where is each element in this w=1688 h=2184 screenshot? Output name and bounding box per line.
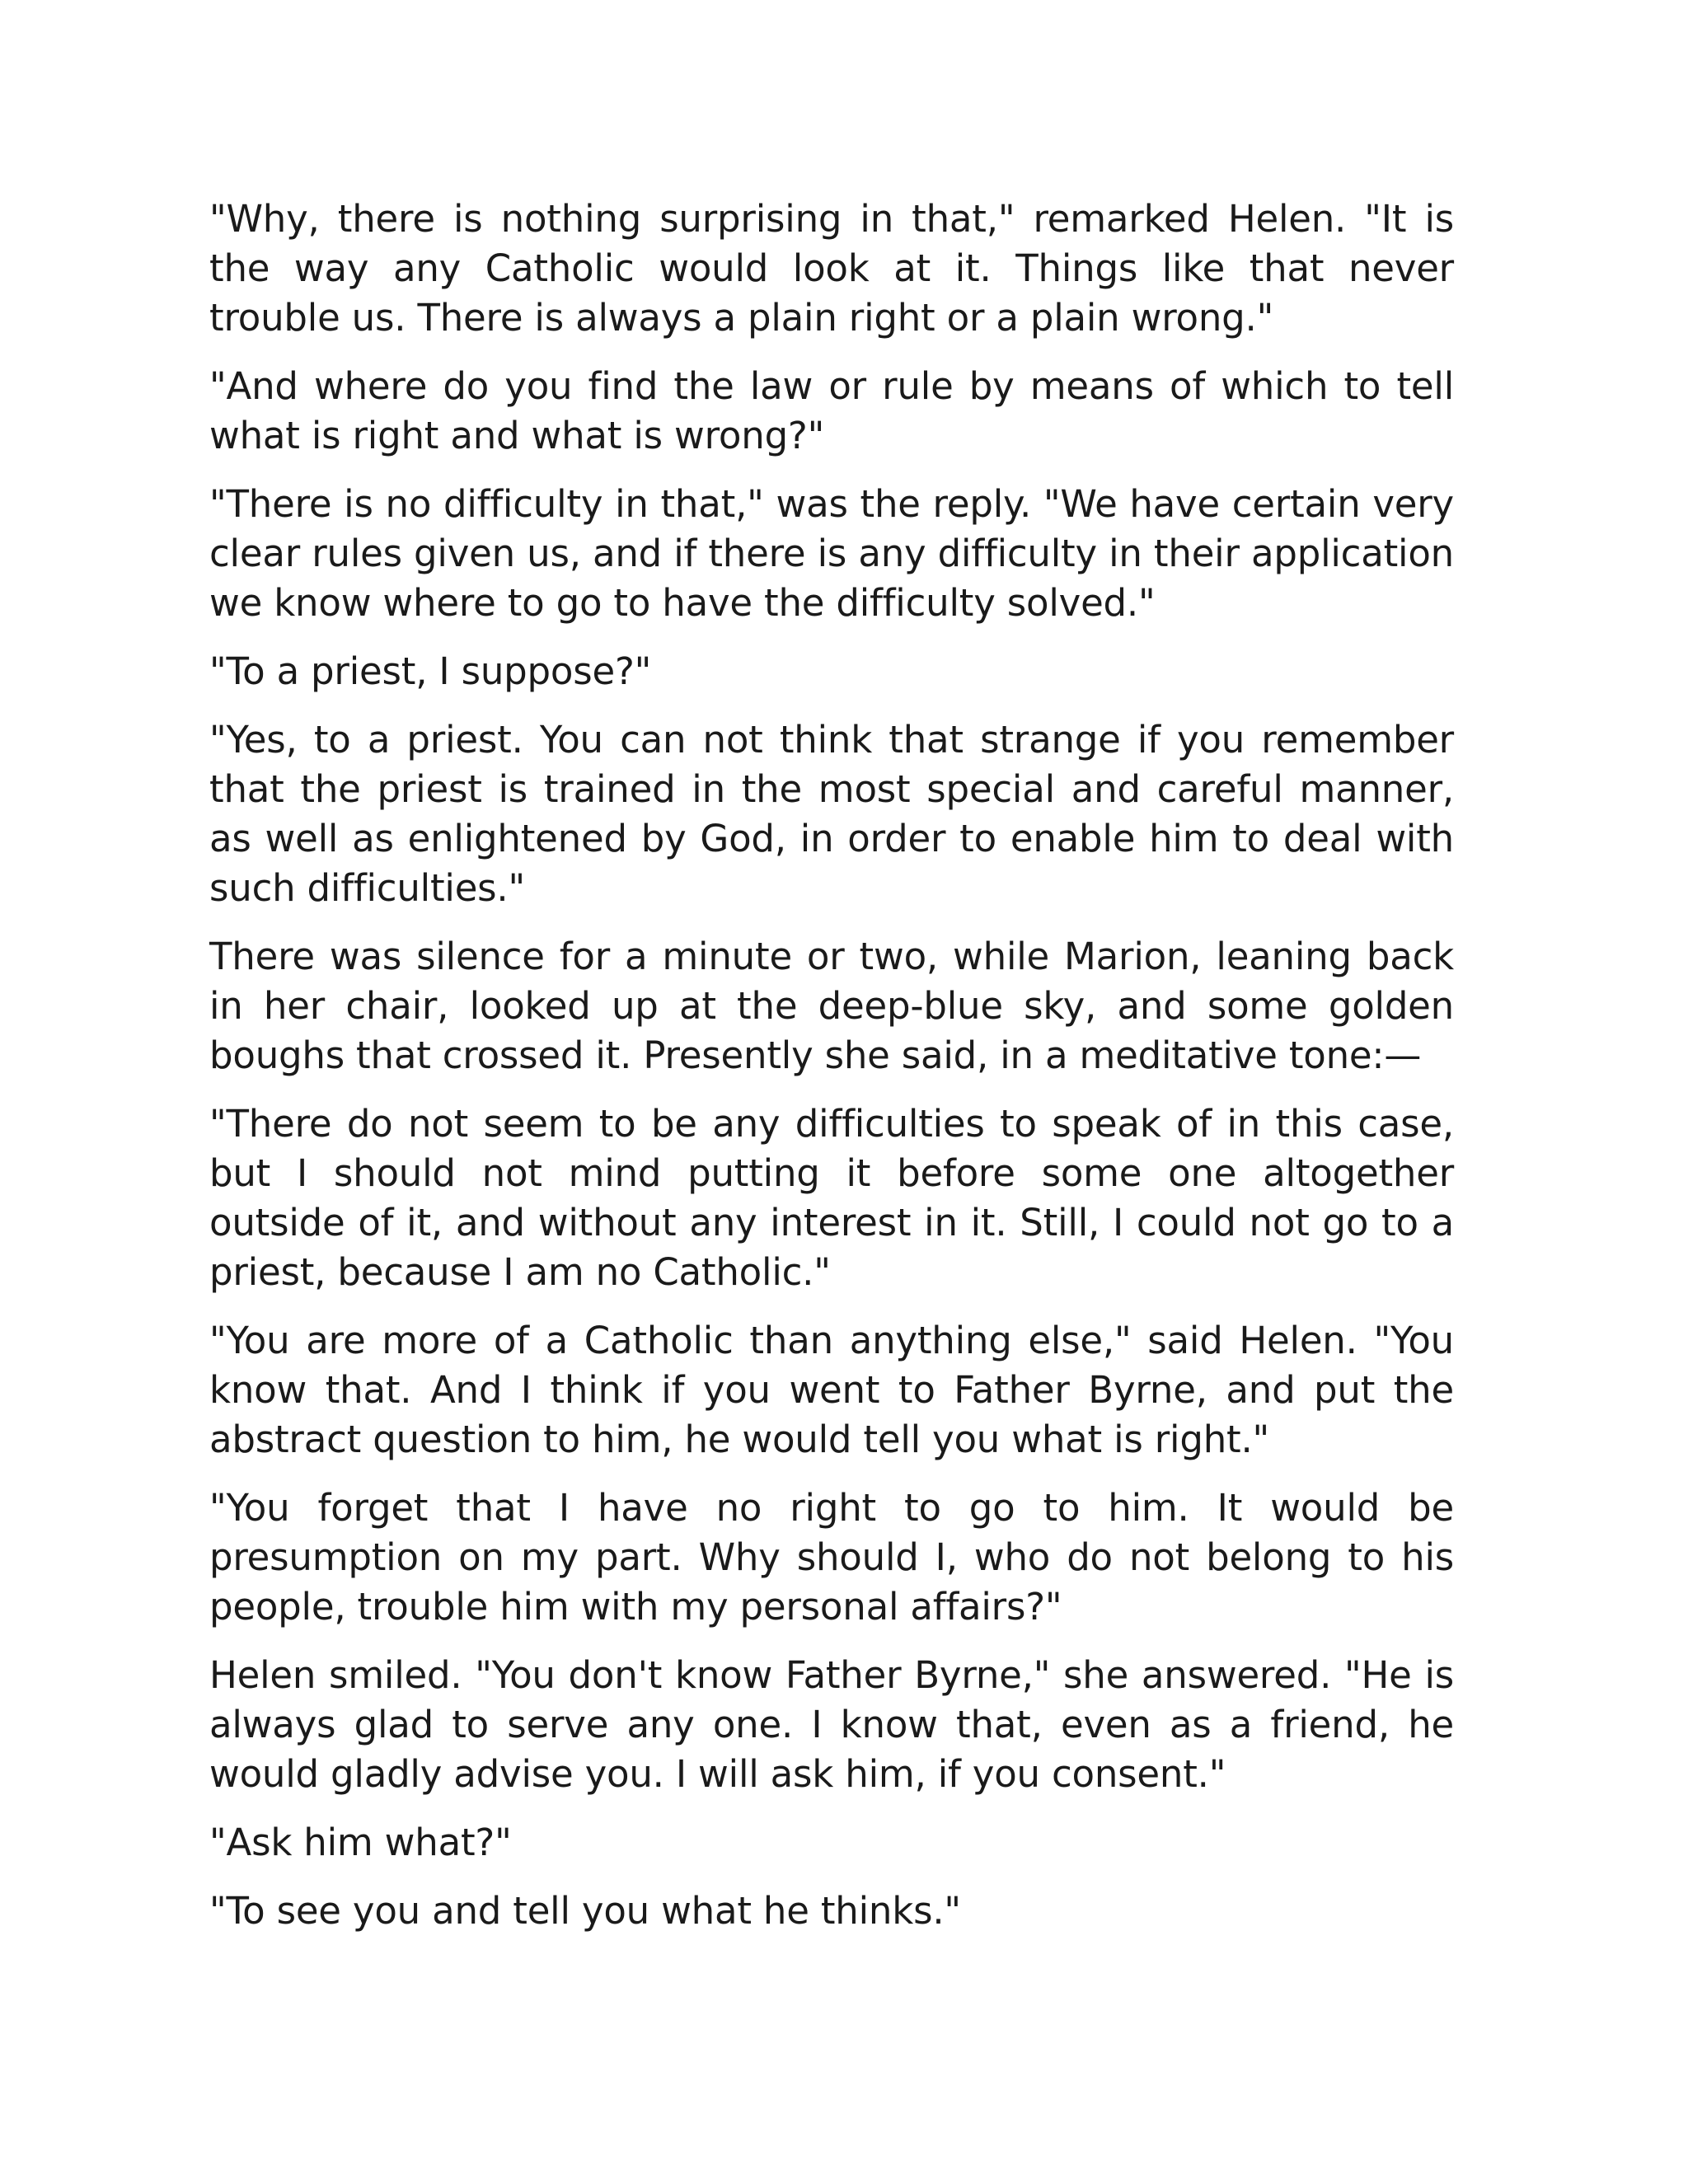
paragraph: "To see you and tell you what he thinks." bbox=[209, 1889, 961, 1933]
paragraph: "Ask him what?" bbox=[209, 1821, 512, 1864]
paragraph: "Why, there is nothing surprising in that," remarked Helen. "It is the way any Catholic would look at it. Things like that never trouble us. There is always a plain right or a plain wrong." bbox=[209, 197, 1454, 340]
paragraph: "To a priest, I suppose?" bbox=[209, 649, 652, 693]
paragraph: "You forget that I have no right to go to him. It would be presumption on my part. Why should I, who do not belong to his people, trouble him with my personal affairs?" bbox=[209, 1486, 1454, 1629]
paragraph: "You are more of a Catholic than anything else," said Helen. "You know that. And I think if you went to Father Byrne, and put the abstract question to him, he would tell you what is right." bbox=[209, 1319, 1454, 1461]
text-column bbox=[209, 194, 1454, 1955]
paragraph: "There is no difficulty in that," was the reply. "We have certain very clear rules given us, and if there is any difficulty in their application we know where to go to have the difficulty solved." bbox=[209, 482, 1454, 625]
paragraph: There was silence for a minute or two, while Marion, leaning back in her chair, looked up at the deep-blue sky, and some golden boughs that crossed it. Presently she said, in a meditative tone:— bbox=[209, 935, 1454, 1077]
paragraph: Helen smiled. "You don't know Father Byrne," she answered. "He is always glad to serve any one. I know that, even as a friend, he would gladly advise you. I will ask him, if you consent." bbox=[209, 1653, 1454, 1796]
paragraph: "Yes, to a priest. You can not think that strange if you remember that the priest is trained in the most special and careful manner, as well as enlightened by God, in order to enable him to deal with such difficulties." bbox=[209, 718, 1454, 910]
paragraph: "And where do you find the law or rule by means of which to tell what is right and what is wrong?" bbox=[209, 364, 1454, 457]
paragraph: "There do not seem to be any difficulties to speak of in this case, but I should not mind putting it before some one altogether outside of it, and without any interest in it. Still, I could not go to a priest, because I am no Catholic." bbox=[209, 1102, 1454, 1294]
